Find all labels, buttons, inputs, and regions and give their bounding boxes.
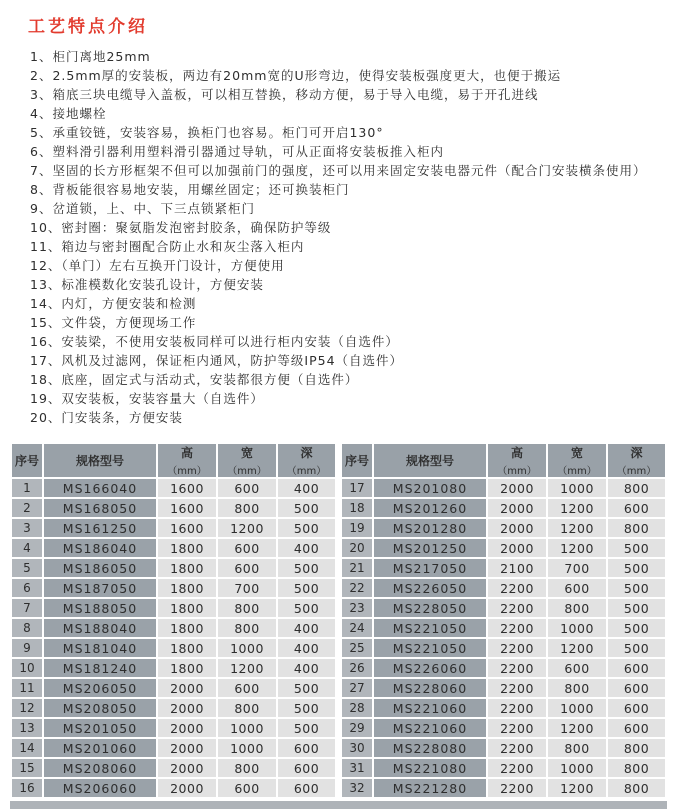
row-index-cell: 11 bbox=[12, 679, 42, 697]
model-cell: MS161250 bbox=[44, 519, 156, 537]
model-cell: MS201060 bbox=[44, 739, 156, 757]
table-row bbox=[12, 619, 335, 637]
table-row bbox=[12, 559, 335, 577]
height-cell: 1800 bbox=[158, 539, 216, 557]
depth-cell: 500 bbox=[278, 599, 335, 617]
height-cell: 2200 bbox=[488, 759, 546, 777]
width-cell: 1000 bbox=[548, 619, 606, 637]
model-cell: MS187050 bbox=[44, 579, 156, 597]
feature-item: 6、塑料滑引器利用塑料滑引器通过导轨，可从正面将安装板推入柜内 bbox=[30, 144, 444, 159]
model-cell: MS221060 bbox=[374, 699, 486, 717]
height-cell: 1800 bbox=[158, 659, 216, 677]
width-cell: 1200 bbox=[548, 719, 606, 737]
height-cell: 2200 bbox=[488, 599, 546, 617]
row-index-cell: 21 bbox=[342, 559, 372, 577]
feature-item: 16、安装梁，不使用安装板同样可以进行柜内安装（自选件） bbox=[30, 334, 399, 349]
model-cell: MS168050 bbox=[44, 499, 156, 517]
row-index-cell: 13 bbox=[12, 719, 42, 737]
table-row bbox=[342, 519, 665, 537]
feature-item: 7、坚固的长方形框架不但可以加强前门的强度，还可以用来固定安装电器元件（配合门安装横条使用） bbox=[30, 163, 647, 178]
height-cell: 2100 bbox=[488, 559, 546, 577]
row-index-cell: 19 bbox=[342, 519, 372, 537]
depth-cell: 500 bbox=[608, 619, 665, 637]
model-cell: MS221050 bbox=[374, 619, 486, 637]
depth-cell: 500 bbox=[278, 679, 335, 697]
height-cell: 2200 bbox=[488, 659, 546, 677]
row-index-cell: 27 bbox=[342, 679, 372, 697]
width-cell: 1200 bbox=[218, 659, 276, 677]
row-index-cell: 15 bbox=[12, 759, 42, 777]
model-cell: MS221060 bbox=[374, 719, 486, 737]
row-index-cell: 26 bbox=[342, 659, 372, 677]
table-row bbox=[12, 519, 335, 537]
row-index-cell: 6 bbox=[12, 579, 42, 597]
width-cell: 1200 bbox=[548, 499, 606, 517]
width-cell: 1200 bbox=[548, 639, 606, 657]
height-cell: 1800 bbox=[158, 639, 216, 657]
table-row bbox=[342, 559, 665, 577]
depth-cell: 800 bbox=[608, 739, 665, 757]
height-cell: 2200 bbox=[488, 779, 546, 797]
feature-item: 20、门安装条，方便安装 bbox=[30, 410, 183, 425]
height-cell: 2200 bbox=[488, 579, 546, 597]
depth-cell: 500 bbox=[278, 559, 335, 577]
height-cell: 2000 bbox=[158, 779, 216, 797]
depth-cell: 500 bbox=[278, 499, 335, 517]
table-row bbox=[342, 539, 665, 557]
feature-item: 12、（单门）左右互换开门设计，方便使用 bbox=[30, 258, 285, 273]
width-cell: 1000 bbox=[218, 639, 276, 657]
depth-cell: 600 bbox=[608, 719, 665, 737]
height-cell: 2200 bbox=[488, 719, 546, 737]
model-cell: MS166040 bbox=[44, 479, 156, 497]
depth-cell: 400 bbox=[278, 619, 335, 637]
row-index-cell: 16 bbox=[12, 779, 42, 797]
height-cell: 2200 bbox=[488, 739, 546, 757]
height-cell: 2000 bbox=[158, 759, 216, 777]
feature-item: 18、底座，固定式与活动式，安装都很方便（自选件） bbox=[30, 372, 359, 387]
table-row bbox=[342, 779, 665, 797]
depth-cell: 600 bbox=[608, 499, 665, 517]
feature-item: 8、背板能很容易地安装，用螺丝固定；还可换装柜门 bbox=[30, 182, 350, 197]
model-cell: MS221050 bbox=[374, 639, 486, 657]
header-width: 宽 （mm） bbox=[218, 444, 276, 477]
header-row bbox=[12, 444, 335, 477]
header-depth: 深 （mm） bbox=[278, 444, 335, 477]
row-index-cell: 4 bbox=[12, 539, 42, 557]
width-cell: 600 bbox=[218, 779, 276, 797]
width-cell: 600 bbox=[218, 539, 276, 557]
height-cell: 2000 bbox=[488, 539, 546, 557]
table-row bbox=[12, 739, 335, 757]
table-row bbox=[12, 659, 335, 677]
row-index-cell: 10 bbox=[12, 659, 42, 677]
height-cell: 2000 bbox=[488, 519, 546, 537]
height-cell: 2000 bbox=[158, 739, 216, 757]
width-cell: 600 bbox=[218, 559, 276, 577]
model-cell: MS221280 bbox=[374, 779, 486, 797]
depth-cell: 400 bbox=[278, 479, 335, 497]
model-cell: MS226060 bbox=[374, 659, 486, 677]
model-cell: MS226050 bbox=[374, 579, 486, 597]
width-cell: 1000 bbox=[218, 739, 276, 757]
height-cell: 2000 bbox=[158, 719, 216, 737]
row-index-cell: 31 bbox=[342, 759, 372, 777]
feature-item: 10、密封圈：聚氨脂发泡密封胶条，确保防护等级 bbox=[30, 220, 332, 235]
row-index-cell: 3 bbox=[12, 519, 42, 537]
model-cell: MS208060 bbox=[44, 759, 156, 777]
width-cell: 600 bbox=[548, 659, 606, 677]
width-cell: 600 bbox=[218, 679, 276, 697]
row-index-cell: 14 bbox=[12, 739, 42, 757]
row-index-cell: 9 bbox=[12, 639, 42, 657]
header-index: 序号 bbox=[12, 444, 42, 477]
width-cell: 800 bbox=[218, 599, 276, 617]
table-row bbox=[12, 779, 335, 797]
model-cell: MS186050 bbox=[44, 559, 156, 577]
row-index-cell: 8 bbox=[12, 619, 42, 637]
height-cell: 1800 bbox=[158, 599, 216, 617]
page-title: 工艺特点介绍 bbox=[28, 17, 148, 37]
model-cell: MS206050 bbox=[44, 679, 156, 697]
width-cell: 800 bbox=[548, 739, 606, 757]
row-index-cell: 30 bbox=[342, 739, 372, 757]
model-cell: MS181040 bbox=[44, 639, 156, 657]
model-cell: MS206060 bbox=[44, 779, 156, 797]
height-cell: 2200 bbox=[488, 639, 546, 657]
header-height: 高 （mm） bbox=[488, 444, 546, 477]
table-row bbox=[342, 739, 665, 757]
model-cell: MS188050 bbox=[44, 599, 156, 617]
table-bottom-strip bbox=[10, 801, 667, 809]
spec-table-right bbox=[340, 442, 667, 799]
feature-item: 19、双安装板，安装容量大（自选件） bbox=[30, 391, 264, 406]
height-cell: 2200 bbox=[488, 679, 546, 697]
depth-cell: 800 bbox=[608, 759, 665, 777]
width-cell: 800 bbox=[218, 499, 276, 517]
height-cell: 1600 bbox=[158, 479, 216, 497]
depth-cell: 500 bbox=[608, 559, 665, 577]
header-index: 序号 bbox=[342, 444, 372, 477]
depth-cell: 800 bbox=[608, 779, 665, 797]
feature-item: 13、标准模数化安装孔设计，方便安装 bbox=[30, 277, 264, 292]
row-index-cell: 12 bbox=[12, 699, 42, 717]
table-row bbox=[342, 579, 665, 597]
table-row bbox=[12, 599, 335, 617]
row-index-cell: 22 bbox=[342, 579, 372, 597]
width-cell: 1000 bbox=[548, 479, 606, 497]
width-cell: 700 bbox=[218, 579, 276, 597]
table-row bbox=[342, 719, 665, 737]
model-cell: MS228080 bbox=[374, 739, 486, 757]
feature-item: 2、2.5mm厚的安装板，两边有20mm宽的U形弯边，使得安装板强度更大，也便于搬运 bbox=[30, 68, 562, 83]
model-cell: MS201050 bbox=[44, 719, 156, 737]
depth-cell: 600 bbox=[278, 759, 335, 777]
table-row bbox=[12, 579, 335, 597]
row-index-cell: 32 bbox=[342, 779, 372, 797]
height-cell: 2000 bbox=[488, 499, 546, 517]
row-index-cell: 7 bbox=[12, 599, 42, 617]
depth-cell: 500 bbox=[278, 579, 335, 597]
feature-item: 11、箱边与密封圈配合防止水和灰尘落入柜内 bbox=[30, 239, 305, 254]
table-row bbox=[342, 659, 665, 677]
width-cell: 800 bbox=[218, 759, 276, 777]
height-cell: 1800 bbox=[158, 619, 216, 637]
table-row bbox=[342, 699, 665, 717]
feature-item: 1、柜门离地25mm bbox=[30, 49, 151, 64]
spec-table-left bbox=[10, 442, 337, 799]
table-row bbox=[12, 499, 335, 517]
height-cell: 2200 bbox=[488, 699, 546, 717]
row-index-cell: 5 bbox=[12, 559, 42, 577]
table-row bbox=[12, 719, 335, 737]
table-row bbox=[342, 639, 665, 657]
model-cell: MS201280 bbox=[374, 519, 486, 537]
table-row bbox=[12, 479, 335, 497]
width-cell: 1200 bbox=[548, 519, 606, 537]
height-cell: 2000 bbox=[488, 479, 546, 497]
model-cell: MS201080 bbox=[374, 479, 486, 497]
table-row bbox=[342, 479, 665, 497]
feature-item: 15、文件袋，方便现场工作 bbox=[30, 315, 197, 330]
feature-item: 9、岔道锁，上、中、下三点锁紧柜门 bbox=[30, 201, 255, 216]
table-row bbox=[12, 679, 335, 697]
depth-cell: 500 bbox=[608, 579, 665, 597]
model-cell: MS181240 bbox=[44, 659, 156, 677]
depth-cell: 500 bbox=[278, 719, 335, 737]
row-index-cell: 1 bbox=[12, 479, 42, 497]
depth-cell: 800 bbox=[608, 479, 665, 497]
depth-cell: 600 bbox=[608, 659, 665, 677]
width-cell: 800 bbox=[218, 619, 276, 637]
width-cell: 600 bbox=[218, 479, 276, 497]
depth-cell: 400 bbox=[278, 539, 335, 557]
model-cell: MS228050 bbox=[374, 599, 486, 617]
width-cell: 800 bbox=[548, 679, 606, 697]
row-index-cell: 18 bbox=[342, 499, 372, 517]
table-row bbox=[12, 539, 335, 557]
width-cell: 700 bbox=[548, 559, 606, 577]
header-width: 宽 （mm） bbox=[548, 444, 606, 477]
width-cell: 1200 bbox=[548, 539, 606, 557]
row-index-cell: 20 bbox=[342, 539, 372, 557]
height-cell: 2000 bbox=[158, 679, 216, 697]
depth-cell: 500 bbox=[608, 599, 665, 617]
model-cell: MS228060 bbox=[374, 679, 486, 697]
depth-cell: 600 bbox=[278, 739, 335, 757]
table-row bbox=[12, 759, 335, 777]
table-row bbox=[342, 619, 665, 637]
feature-item: 17、风机及过滤网，保证柜内通风，防护等级IP54（自选件） bbox=[30, 353, 404, 368]
table-row bbox=[342, 759, 665, 777]
header-model: 规格型号 bbox=[374, 444, 486, 477]
feature-item: 4、接地螺栓 bbox=[30, 106, 107, 121]
depth-cell: 500 bbox=[608, 539, 665, 557]
header-height: 高 （mm） bbox=[158, 444, 216, 477]
header-row bbox=[342, 444, 665, 477]
feature-item: 14、内灯，方便安装和检测 bbox=[30, 296, 197, 311]
height-cell: 2000 bbox=[158, 699, 216, 717]
table-row bbox=[342, 679, 665, 697]
height-cell: 1800 bbox=[158, 579, 216, 597]
width-cell: 600 bbox=[548, 579, 606, 597]
model-cell: MS221080 bbox=[374, 759, 486, 777]
depth-cell: 500 bbox=[608, 639, 665, 657]
depth-cell: 600 bbox=[278, 779, 335, 797]
table-row bbox=[12, 639, 335, 657]
row-index-cell: 17 bbox=[342, 479, 372, 497]
row-index-cell: 24 bbox=[342, 619, 372, 637]
depth-cell: 800 bbox=[608, 519, 665, 537]
row-index-cell: 2 bbox=[12, 499, 42, 517]
width-cell: 1000 bbox=[548, 699, 606, 717]
width-cell: 800 bbox=[218, 699, 276, 717]
depth-cell: 400 bbox=[278, 639, 335, 657]
width-cell: 1200 bbox=[218, 519, 276, 537]
feature-item: 5、承重铰链，安装容易，换柜门也容易。柜门可开启130° bbox=[30, 125, 384, 140]
model-cell: MS201260 bbox=[374, 499, 486, 517]
row-index-cell: 25 bbox=[342, 639, 372, 657]
table-row bbox=[342, 599, 665, 617]
model-cell: MS208050 bbox=[44, 699, 156, 717]
depth-cell: 500 bbox=[278, 699, 335, 717]
model-cell: MS188040 bbox=[44, 619, 156, 637]
width-cell: 1200 bbox=[548, 779, 606, 797]
model-cell: MS217050 bbox=[374, 559, 486, 577]
table-row bbox=[342, 499, 665, 517]
depth-cell: 500 bbox=[278, 519, 335, 537]
row-index-cell: 23 bbox=[342, 599, 372, 617]
height-cell: 2200 bbox=[488, 619, 546, 637]
width-cell: 800 bbox=[548, 599, 606, 617]
row-index-cell: 29 bbox=[342, 719, 372, 737]
header-depth: 深 （mm） bbox=[608, 444, 665, 477]
row-index-cell: 28 bbox=[342, 699, 372, 717]
feature-item: 3、箱底三块电缆导入盖板，可以相互替换，移动方便，易于导入电缆，易于开孔进线 bbox=[30, 87, 539, 102]
model-cell: MS186040 bbox=[44, 539, 156, 557]
features-list bbox=[0, 47, 675, 427]
table-row bbox=[12, 699, 335, 717]
depth-cell: 600 bbox=[608, 699, 665, 717]
depth-cell: 400 bbox=[278, 659, 335, 677]
spec-tables bbox=[10, 442, 667, 799]
width-cell: 1000 bbox=[218, 719, 276, 737]
width-cell: 1000 bbox=[548, 759, 606, 777]
height-cell: 1600 bbox=[158, 499, 216, 517]
height-cell: 1800 bbox=[158, 559, 216, 577]
depth-cell: 600 bbox=[608, 679, 665, 697]
header-model: 规格型号 bbox=[44, 444, 156, 477]
model-cell: MS201250 bbox=[374, 539, 486, 557]
height-cell: 1600 bbox=[158, 519, 216, 537]
